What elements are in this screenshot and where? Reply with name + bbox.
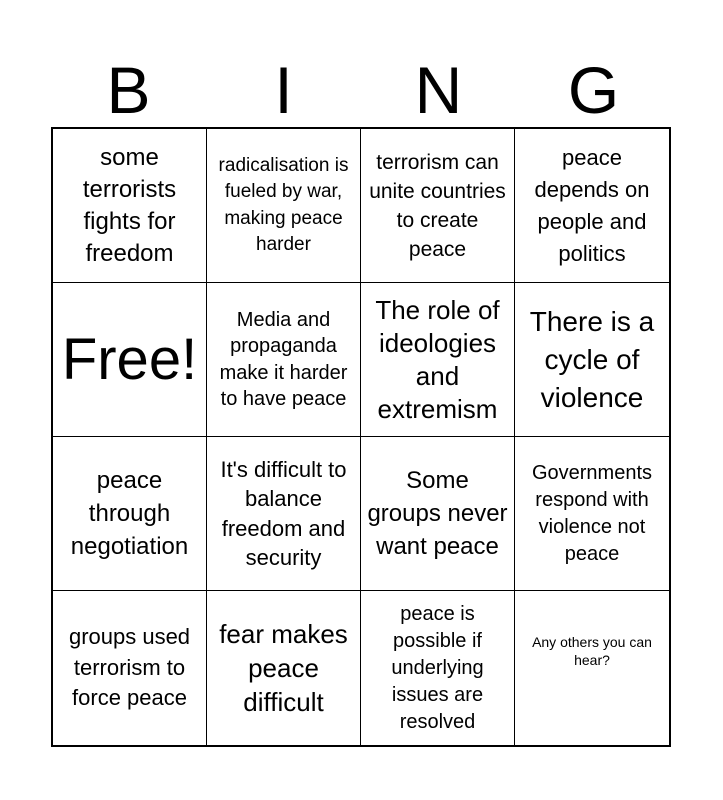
cell-text: peace through negotiation bbox=[70, 467, 189, 560]
cell-text: The role of ideologies and extremism bbox=[375, 294, 500, 424]
bingo-cell[interactable] bbox=[515, 591, 669, 745]
bingo-cell[interactable] bbox=[361, 437, 515, 591]
header-letter-b: B bbox=[106, 53, 151, 127]
bingo-cell[interactable] bbox=[207, 591, 361, 745]
bingo-cell[interactable] bbox=[515, 437, 669, 591]
bingo-cell[interactable] bbox=[515, 129, 669, 283]
free-space-cell[interactable] bbox=[53, 283, 207, 437]
bingo-cell[interactable] bbox=[207, 283, 361, 437]
cell-text: Some groups never want peace bbox=[367, 467, 508, 560]
header-letter-i: I bbox=[274, 53, 293, 127]
bingo-cell[interactable] bbox=[207, 437, 361, 591]
cell-text: peace is possible if underlying issues are resolved bbox=[391, 602, 484, 733]
header-letter-g: G bbox=[567, 53, 620, 127]
free-space-label: Free! bbox=[61, 326, 198, 392]
cell-text: fear makes peace difficult bbox=[219, 619, 348, 717]
cell-text: some terrorists fights for freedom bbox=[82, 143, 177, 267]
bingo-header bbox=[51, 52, 671, 128]
bingo-cell[interactable] bbox=[53, 437, 207, 591]
cell-text: groups used terrorism to force peace bbox=[68, 624, 191, 711]
bingo-cell[interactable] bbox=[361, 129, 515, 283]
cell-text: terrorism can unite countries to create peace bbox=[369, 150, 506, 261]
cell-text: Governments respond with violence not peace bbox=[531, 461, 653, 565]
bingo-cell[interactable] bbox=[515, 283, 669, 437]
cell-text: Media and propaganda make it harder to have peace bbox=[219, 308, 348, 410]
cell-text: There is a cycle of violence bbox=[529, 305, 655, 413]
bingo-board bbox=[51, 127, 671, 747]
cell-text: Any others you can hear? bbox=[532, 634, 652, 668]
bingo-cell[interactable] bbox=[53, 591, 207, 745]
cell-text: radicalisation is fueled by war, making peace harder bbox=[218, 154, 349, 255]
bingo-cell[interactable] bbox=[361, 591, 515, 745]
cell-text: It's difficult to balance freedom and security bbox=[220, 456, 347, 570]
bingo-cell[interactable] bbox=[361, 283, 515, 437]
header-letter-n: N bbox=[414, 53, 463, 127]
cell-text: peace depends on people and politics bbox=[534, 144, 650, 266]
bingo-cell[interactable] bbox=[53, 129, 207, 283]
bingo-cell[interactable] bbox=[207, 129, 361, 283]
